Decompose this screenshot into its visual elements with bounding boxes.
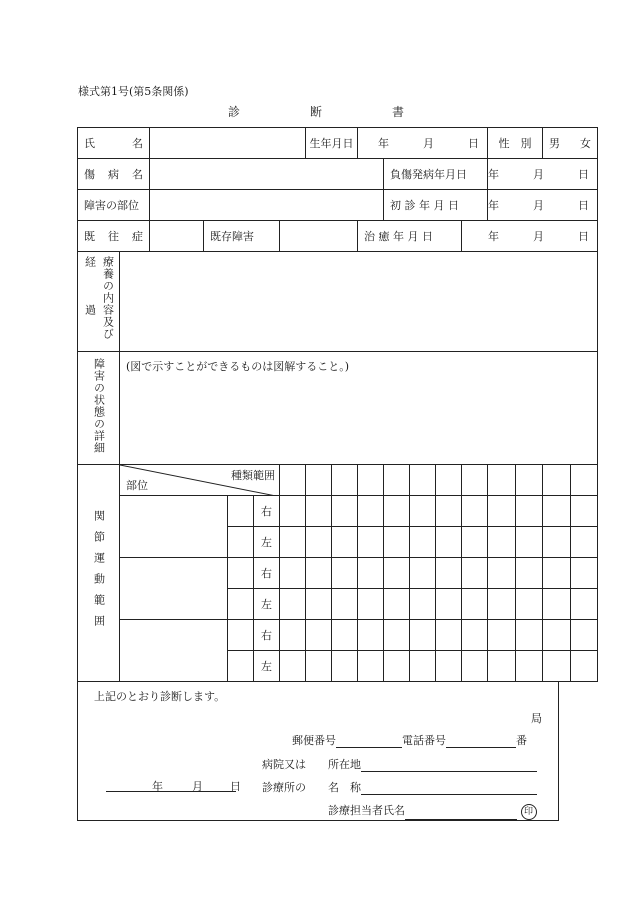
rom-side-right: 右 [254, 620, 280, 651]
rom-cell[interactable] [436, 558, 462, 589]
rom-cell[interactable] [384, 589, 410, 620]
doctor-row [328, 802, 537, 820]
rom-cell[interactable] [384, 558, 410, 589]
treatment-label-col2: 経 過 [83, 256, 97, 316]
part-field[interactable] [150, 190, 384, 221]
rom-side-left: 左 [254, 589, 280, 620]
first-visit-field[interactable] [488, 197, 597, 213]
hospital-line2: 診療所の [262, 781, 306, 794]
rom-cell[interactable] [306, 620, 332, 651]
first-visit-label: 初 診 年 月 日 [390, 199, 459, 212]
rom-side-left: 左 [254, 651, 280, 682]
rom-cell[interactable] [332, 558, 358, 589]
rom-cell[interactable] [462, 589, 488, 620]
rom-cell[interactable] [515, 620, 543, 651]
ban-label: 番 [516, 734, 527, 747]
rom-cell[interactable] [358, 465, 384, 496]
rom-cell[interactable] [410, 527, 436, 558]
rom-row [78, 620, 598, 651]
address-label: 所在地 [328, 758, 361, 771]
rom-spacer [228, 651, 254, 682]
row-history [78, 221, 598, 252]
unit-day: 日 [230, 780, 241, 793]
rom-cell[interactable] [570, 620, 598, 651]
rom-cell[interactable] [280, 651, 306, 682]
date-row[interactable] [106, 779, 241, 793]
rom-cell[interactable] [306, 465, 332, 496]
name-label: 氏 名 [84, 137, 143, 150]
postal-label: 郵便番号 [292, 734, 336, 747]
rom-spacer [228, 620, 254, 651]
rom-part-field[interactable] [120, 558, 228, 620]
rom-cell[interactable] [358, 527, 384, 558]
address-row [328, 756, 537, 772]
rom-cell[interactable] [280, 589, 306, 620]
rom-cell[interactable] [462, 558, 488, 589]
rom-cell[interactable] [280, 527, 306, 558]
rom-part-field[interactable] [120, 620, 228, 682]
name-row [328, 779, 537, 795]
rom-cell[interactable] [306, 589, 332, 620]
document-title [0, 103, 630, 119]
unit-month: 月 [533, 230, 544, 243]
unit-day: 日 [578, 199, 589, 212]
treatment-label-col1: 療養の内容及び [101, 256, 115, 340]
rom-cell[interactable] [358, 558, 384, 589]
address-field[interactable] [361, 759, 537, 772]
rom-cell[interactable] [306, 527, 332, 558]
rom-header-row [78, 465, 598, 496]
condition-label: 障害の状態の詳細 [92, 358, 106, 454]
rom-part-field[interactable] [120, 496, 228, 558]
injury-date-field[interactable] [488, 166, 597, 182]
rom-cell[interactable] [332, 527, 358, 558]
rom-cell[interactable] [280, 558, 306, 589]
rom-cell[interactable] [570, 465, 598, 496]
rom-spacer [228, 558, 254, 589]
rom-cell[interactable] [332, 620, 358, 651]
birth-date-label: 生年月日 [309, 137, 354, 150]
rom-cell[interactable] [515, 527, 543, 558]
phone-label: 電話番号 [402, 734, 446, 747]
sex-female[interactable]: 女 [580, 137, 591, 150]
rom-cell[interactable] [570, 589, 598, 620]
title-char-2: 断 [310, 105, 323, 119]
hospital-line1: 病院又は [262, 758, 306, 771]
rom-cell[interactable] [410, 651, 436, 682]
rom-cell[interactable] [543, 589, 571, 620]
injury-date-label: 負傷発病年月日 [390, 168, 467, 181]
title-char-3: 書 [392, 105, 405, 119]
rom-cell[interactable] [462, 620, 488, 651]
phone-field[interactable] [446, 735, 516, 748]
existing-disability-label: 既存障害 [210, 230, 254, 243]
rom-side-right: 右 [254, 558, 280, 589]
rom-cell[interactable] [515, 558, 543, 589]
rom-cell[interactable] [488, 558, 516, 589]
title-char-1: 診 [228, 105, 241, 119]
seal-icon: 印 [521, 804, 537, 820]
rom-cell[interactable] [436, 496, 462, 527]
doctor-field[interactable] [405, 807, 517, 820]
row-name [78, 128, 598, 159]
rom-cell[interactable] [332, 589, 358, 620]
rom-side-right: 右 [254, 496, 280, 527]
rom-cell[interactable] [570, 527, 598, 558]
postal-field[interactable] [336, 735, 402, 748]
condition-field[interactable] [120, 352, 598, 465]
rom-cell[interactable] [462, 465, 488, 496]
rom-spacer [228, 527, 254, 558]
rom-cell[interactable] [515, 589, 543, 620]
unit-year: 年 [488, 168, 499, 181]
certification-section [77, 682, 559, 821]
rom-side-left: 左 [254, 527, 280, 558]
rom-cell[interactable] [462, 527, 488, 558]
rom-cell[interactable] [436, 620, 462, 651]
rom-cell[interactable] [436, 465, 462, 496]
sex-male[interactable]: 男 [549, 137, 560, 150]
rom-cell[interactable] [306, 496, 332, 527]
rom-spacer [228, 496, 254, 527]
rom-row [78, 558, 598, 589]
diagnosis-form-table [77, 127, 598, 682]
rom-cell[interactable] [384, 651, 410, 682]
unit-year: 年 [152, 780, 163, 793]
rom-cell[interactable] [410, 620, 436, 651]
rom-cell[interactable] [488, 589, 516, 620]
unit-year: 年 [378, 137, 389, 150]
part-label: 障害の部位 [84, 199, 139, 212]
row-part [78, 190, 598, 221]
rom-header-bottom: 部位 [126, 479, 148, 492]
rom-cell[interactable] [436, 589, 462, 620]
rom-cell[interactable] [410, 558, 436, 589]
rom-cell[interactable] [515, 465, 543, 496]
rom-cell[interactable] [358, 620, 384, 651]
unit-month: 月 [533, 199, 544, 212]
rom-cell[interactable] [358, 589, 384, 620]
rom-cell[interactable] [280, 465, 306, 496]
unit-month: 月 [192, 780, 203, 793]
rom-cell[interactable] [280, 620, 306, 651]
form-caption: 様式第1号(第5条関係) [78, 85, 189, 98]
row-treatment [78, 252, 598, 352]
rom-cell[interactable] [410, 465, 436, 496]
rom-cell[interactable] [332, 465, 358, 496]
rom-cell[interactable] [358, 651, 384, 682]
rom-cell[interactable] [543, 465, 571, 496]
rom-cell[interactable] [462, 496, 488, 527]
rom-cell[interactable] [358, 496, 384, 527]
rom-cell[interactable] [332, 651, 358, 682]
unit-day: 日 [468, 137, 479, 150]
rom-cell[interactable] [515, 496, 543, 527]
rom-cell[interactable] [410, 496, 436, 527]
unit-month: 月 [423, 137, 434, 150]
condition-note: (図で示すことができるものは図解すること。) [126, 360, 350, 373]
birth-date-field[interactable] [358, 135, 487, 151]
disease-label: 傷 病 名 [84, 168, 143, 181]
unit-year: 年 [488, 199, 499, 212]
certification-statement: 上記のとおり診断します。 [94, 690, 226, 703]
bureau-label: 局 [531, 712, 542, 725]
rom-row [78, 496, 598, 527]
history-label: 既 往 症 [84, 230, 143, 243]
rom-cell[interactable] [570, 558, 598, 589]
unit-day: 日 [578, 168, 589, 181]
rom-cell[interactable] [570, 496, 598, 527]
rom-cell[interactable] [488, 651, 516, 682]
disease-field[interactable] [150, 159, 384, 190]
rom-cell[interactable] [543, 496, 571, 527]
sex-options[interactable] [543, 135, 597, 151]
rom-cell[interactable] [436, 527, 462, 558]
cure-date-label: 治 癒 年 月 日 [364, 230, 433, 243]
doctor-label: 診療担当者氏名 [328, 804, 405, 817]
treatment-field[interactable] [120, 252, 598, 352]
rom-cell[interactable] [306, 651, 332, 682]
treatment-label [78, 256, 119, 340]
existing-disability-field[interactable] [280, 221, 358, 252]
rom-cell[interactable] [462, 651, 488, 682]
rom-spacer [228, 589, 254, 620]
rom-cell[interactable] [280, 496, 306, 527]
rom-cell[interactable] [488, 527, 516, 558]
facility-name-field[interactable] [361, 782, 537, 795]
unit-month: 月 [533, 168, 544, 181]
unit-day: 日 [578, 230, 589, 243]
rom-header-top: 種類範囲 [231, 469, 275, 482]
rom-header-diagonal [120, 465, 280, 496]
rom-section-label: 関節運動範囲 [92, 510, 106, 636]
cure-date-field[interactable] [462, 228, 597, 244]
rom-cell[interactable] [543, 651, 571, 682]
rom-cell[interactable] [384, 465, 410, 496]
rom-cell[interactable] [543, 620, 571, 651]
rom-cell[interactable] [410, 589, 436, 620]
postal-row [292, 732, 527, 748]
rom-cell[interactable] [384, 527, 410, 558]
rom-cell[interactable] [384, 496, 410, 527]
facility-name-label: 名 称 [328, 781, 361, 794]
rom-cell[interactable] [436, 651, 462, 682]
rom-cell[interactable] [332, 496, 358, 527]
unit-year: 年 [488, 230, 499, 243]
rom-cell[interactable] [543, 527, 571, 558]
rom-cell[interactable] [384, 620, 410, 651]
rom-cell[interactable] [488, 465, 516, 496]
rom-cell[interactable] [488, 620, 516, 651]
rom-cell[interactable] [515, 651, 543, 682]
sex-label: 性 別 [498, 137, 532, 150]
rom-cell[interactable] [570, 651, 598, 682]
name-field[interactable] [150, 128, 306, 159]
rom-cell[interactable] [543, 558, 571, 589]
row-condition [78, 352, 598, 465]
rom-cell[interactable] [306, 558, 332, 589]
rom-cell[interactable] [488, 496, 516, 527]
row-disease [78, 159, 598, 190]
history-field[interactable] [150, 221, 204, 252]
